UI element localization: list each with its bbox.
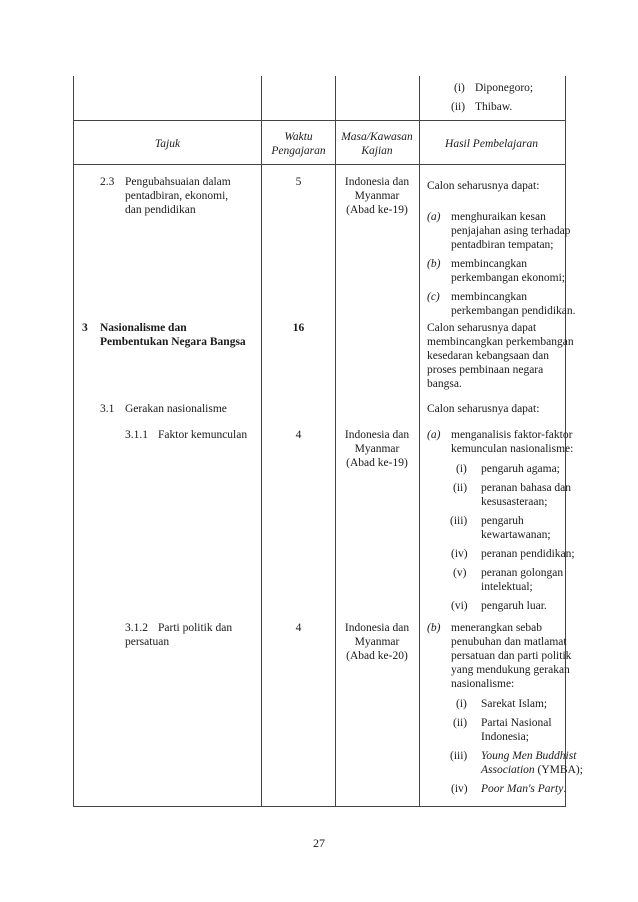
header-waktu-line2: Pengajaran bbox=[271, 145, 326, 157]
subitem-num: (ii) bbox=[453, 482, 468, 494]
row-2-3-masa: Myanmar bbox=[354, 190, 400, 202]
row-3-1-title: Gerakan nasionalisme bbox=[125, 403, 227, 415]
subitem-text: pengaruh agama; bbox=[481, 463, 560, 475]
top-list-num: (i) bbox=[454, 82, 465, 94]
row-2-3-number: 2.3 bbox=[100, 176, 115, 188]
item-text: perkembangan pendidikan. bbox=[451, 305, 576, 317]
subitem-italic-part: Poor Man's Party bbox=[481, 783, 564, 795]
item-text: nasionalisme: bbox=[451, 678, 515, 690]
item-label: (b) bbox=[427, 258, 441, 270]
row-3-title: Nasionalisme dan bbox=[100, 322, 187, 334]
row-3-hasil: kesedaran kebangsaan dan bbox=[427, 350, 549, 362]
item-text: persatuan dan parti politik bbox=[451, 650, 572, 662]
header-top-border bbox=[74, 120, 565, 121]
row-3-title: Pembentukan Negara Bangsa bbox=[100, 336, 246, 348]
subitem-italic-part: Association bbox=[481, 764, 535, 776]
item-text: membincangkan bbox=[451, 258, 528, 270]
row-3-1-2-masa: (Abad ke-20) bbox=[346, 650, 408, 662]
item-text: membincangkan bbox=[451, 291, 528, 303]
subitem-text: pengaruh luar. bbox=[481, 600, 547, 612]
item-text: pentadbiran tempatan; bbox=[451, 239, 554, 251]
row-2-3-intro: Calon seharusnya dapat: bbox=[427, 180, 540, 192]
col-divider-3 bbox=[419, 76, 420, 806]
item-text: menerangkan sebab bbox=[451, 622, 543, 634]
subitem-text: intelektual; bbox=[481, 581, 533, 593]
item-label: (a) bbox=[427, 211, 441, 223]
row-3-1-number: 3.1 bbox=[100, 403, 115, 415]
subitem-suffix: . bbox=[563, 783, 567, 795]
item-text: kemunculan nasionalisme: bbox=[451, 443, 574, 455]
row-3-1-1-masa: (Abad ke-19) bbox=[346, 457, 408, 469]
subitem-text: peranan pendidikan; bbox=[481, 548, 575, 560]
row-3-number: 3 bbox=[82, 322, 88, 334]
row-3-1-intro: Calon seharusnya dapat: bbox=[427, 403, 540, 415]
item-label: (c) bbox=[427, 291, 440, 303]
subitem-text: Young Men Buddhist bbox=[481, 750, 577, 762]
row-3-1-2-title: persatuan bbox=[125, 636, 170, 648]
row-3-1-2-masa: Indonesia dan bbox=[344, 622, 410, 634]
subitem-text: kesusasteraan; bbox=[481, 496, 548, 508]
row-3-1-1-masa: Indonesia dan bbox=[344, 429, 410, 441]
top-list-text: Diponegoro; bbox=[475, 82, 534, 94]
header-masa-line1: Masa/Kawasan bbox=[341, 131, 413, 143]
subitem-text: Sarekat Islam; bbox=[481, 698, 548, 710]
row-3-1-1-masa: Myanmar bbox=[354, 443, 400, 455]
subitem-num: (vi) bbox=[451, 600, 468, 612]
row-2-3-title: dan pendidikan bbox=[125, 204, 196, 216]
subitem-text-line2 bbox=[481, 763, 583, 777]
subitem-text: peranan golongan bbox=[481, 567, 564, 579]
page-number: 27 bbox=[313, 836, 325, 850]
subitem-text: Partai Nasional bbox=[481, 717, 552, 729]
header-waktu-line1: Waktu bbox=[284, 131, 313, 143]
subitem-num: (iv) bbox=[451, 783, 468, 795]
row-3-hasil: bangsa. bbox=[427, 378, 462, 390]
item-label: (b) bbox=[427, 622, 441, 634]
subitem-text: pengaruh bbox=[481, 515, 524, 527]
subitem-text: peranan bahasa dan bbox=[481, 482, 572, 494]
subitem-num: (iv) bbox=[451, 548, 468, 560]
subitem-num: (v) bbox=[453, 567, 467, 579]
row-3-1-2-number: 3.1.2 bbox=[125, 622, 148, 634]
row-3-1-1-waktu: 4 bbox=[295, 429, 302, 441]
row-2-3-masa: Indonesia dan bbox=[344, 176, 410, 188]
top-list-text: Thibaw. bbox=[475, 101, 513, 113]
row-3-1-1-title: Faktor kemunculan bbox=[158, 429, 248, 441]
item-text: menghuraikan kesan bbox=[451, 211, 546, 223]
row-2-3-title: Pengubahsuaian dalam bbox=[125, 176, 231, 188]
row-3-1-2-waktu: 4 bbox=[295, 622, 302, 634]
subitem-suffix: (YMBA); bbox=[534, 764, 583, 776]
item-text: perkembangan ekonomi; bbox=[451, 272, 566, 284]
item-text: penubuhan dan matlamat bbox=[451, 636, 567, 648]
row-2-3-title: pentadbiran, ekonomi, bbox=[125, 190, 229, 202]
item-label: (a) bbox=[427, 429, 441, 441]
row-3-hasil: membincangkan perkembangan bbox=[427, 336, 574, 348]
subitem-num: (iii) bbox=[450, 750, 468, 762]
row-3-hasil: proses pembinaan negara bbox=[427, 364, 544, 376]
item-text: penjajahan asing terhadap bbox=[451, 225, 571, 237]
subitem-num: (i) bbox=[456, 463, 467, 475]
row-3-1-2-title: Parti politik dan bbox=[158, 622, 233, 634]
row-3-hasil: Calon seharusnya dapat bbox=[427, 322, 537, 334]
header-hasil: Hasil Pembelajaran bbox=[445, 138, 538, 150]
row-3-1-1-number: 3.1.1 bbox=[125, 429, 148, 441]
row-2-3-waktu: 5 bbox=[295, 176, 302, 188]
row-3-waktu: 16 bbox=[292, 322, 305, 334]
subitem-text-line bbox=[481, 782, 566, 796]
row-3-1-2-masa: Myanmar bbox=[354, 636, 400, 648]
subitem-num: (i) bbox=[456, 698, 467, 710]
header-masa-line2: Kajian bbox=[361, 145, 393, 157]
top-list-num: (ii) bbox=[451, 101, 466, 113]
subitem-num: (iii) bbox=[450, 515, 468, 527]
header-tajuk: Tajuk bbox=[154, 138, 181, 150]
subitem-text: Indonesia; bbox=[481, 731, 529, 743]
subitem-text: kewartawanan; bbox=[481, 529, 551, 541]
row-2-3-masa: (Abad ke-19) bbox=[346, 204, 408, 216]
subitem-num: (ii) bbox=[453, 717, 468, 729]
item-text: yang mendukung gerakan bbox=[451, 664, 570, 676]
item-text: menganalisis faktor-faktor bbox=[451, 429, 573, 441]
header-bottom-border bbox=[74, 164, 565, 165]
